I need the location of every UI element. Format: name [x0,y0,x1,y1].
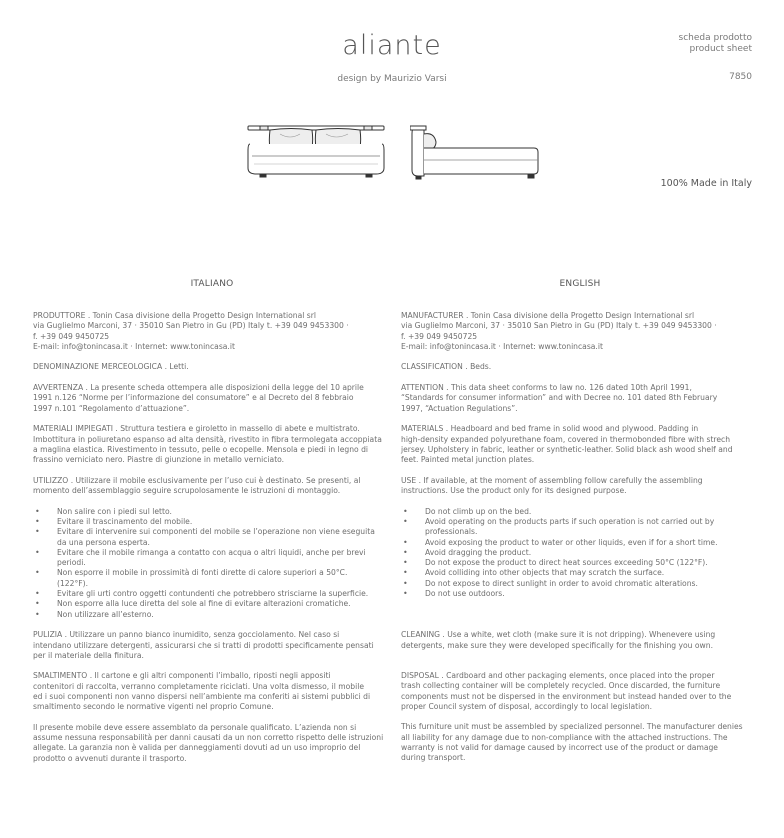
sheet-label [679,33,752,55]
list-item: • Non utilizzare all’esterno. [33,610,391,620]
text-line: detergents, make sure they were developed specifically for the finishing you own. [401,640,713,650]
text-line: warranty is not valid for damage caused by incorrect use of the product or damage [401,742,718,752]
text-line: DENOMINAZIONE MERCEOLOGICA . Letti. [33,362,189,372]
classification-block [33,362,391,372]
text-line: momento dell’assemblaggio seguire scrupolosamente le istruzioni di montaggio. [33,486,341,496]
text-line: This furniture unit must be assembled by specialized personnel. The manufacturer denies [401,722,743,732]
text-line: ATTENTION . This data sheet conforms to law no. 126 dated 10th April 1991, [401,383,692,393]
text-line: “Standards for consumer information” and with Decree no. 101 dated 8th February [401,393,718,403]
text-line: allegate. La garanzia non è valida per danneggiamenti dovuti ad un uso improprio del [33,743,361,753]
producer-block [401,311,759,352]
use-block [33,476,391,497]
text-line: during transport. [401,753,466,763]
text-line: a maglina elastica. Rivestimento in tessuto, pelle o ecopelle. Mensola e piedi in legno di [33,444,369,454]
list-item: • Avoid exposing the product to water or other liquids, even if for a short time. [401,538,759,548]
materials-block [401,424,759,465]
text-line: 1991 n.126 “Norme per l’informazione del consumatore” e al Decreto del 8 febbraio [33,393,354,403]
product-title: aliante [342,30,442,61]
classification-block [401,362,759,372]
text-line: CLASSIFICATION . Beds. [401,362,492,372]
warning-block [401,383,759,414]
text-line: frassino verniciato nero. Piastre di giunzione in metallo verniciato. [33,455,285,465]
text-line: MATERIALI IMPIEGATI . Struttura testiera e giroletto in massello di abete e multistrato. [33,424,360,434]
producer-block [33,311,391,352]
text-line: via Guglielmo Marconi, 37 · 35010 San Pietro in Gu (PD) Italy t. +39 049 9453300 · [401,321,717,331]
list-item: • Evitare che il mobile rimanga a contatto con acqua o altri liquidi, anche per brevi periodi. [33,548,391,569]
list-item: • Avoid operating on the products parts if such operation is not carried out by professionals. [401,517,759,538]
text-line: 1997 n.101 “Regolamento d’attuazione”. [33,403,190,413]
warning-block [33,383,391,414]
text-line: proper Council system of disposal, accordingly to local legislation. [401,701,653,711]
cleaning-block [33,630,391,661]
assembly-block [401,722,759,763]
assembly-block [33,723,391,764]
materials-block [33,424,391,465]
made-in-label: 100% Made in Italy [660,178,752,189]
list-item: • Non esporre il mobile in prossimità di fonti dirette di calore superiori a 50°C. (122°F). [33,568,391,589]
text-line: Il presente mobile deve essere assemblato da personale qualificato. L’azienda non si [33,722,357,732]
list-item: • Evitare il trascinamento del mobile. [33,517,391,527]
text-line: ed i suoi componenti non vanno dispersi nell’ambiente ma conferiti ai sistemi pubblici di [33,691,371,701]
text-line: via Guglielmo Marconi, 37 · 35010 San Pietro in Gu (PD) Italy t. +39 049 9453300 · [33,321,349,331]
disposal-block [33,671,391,712]
list-item: • Avoid colliding into other objects that may scratch the surface. [401,568,759,578]
list-item: • Avoid dragging the product. [401,548,759,558]
list-item: • Do not expose to direct sunlight in order to avoid chromatic alterations. [401,579,759,589]
list-item: • Evitare di intervenire sui componenti del mobile se l’operazione non viene eseguita da una persona esperta. [33,527,391,548]
text-line: PRODUTTORE . Tonin Casa divisione della Progetto Design International srl [33,311,316,320]
text-line: feet. Painted metal junction plates. [401,455,535,465]
disposal-block [401,671,759,712]
sheet-label-en: product sheet [689,44,752,54]
text-line: E-mail: info@tonincasa.it · Internet: www.tonincasa.it [401,341,603,351]
text-line: trash collecting container will be completely recycled. Once discarded, the furniture [401,681,721,691]
list-item: • Do not expose the product to direct heat sources exceeding 50°C (122°F). [401,558,759,568]
text-line: MANUFACTURER . Tonin Casa divisione della Progetto Design International srl [401,311,695,320]
use-block [401,476,759,497]
text-line: Imbottitura in poliuretano espanso ad alta densità, rivestito in fibra termolegata accoppiata [33,434,382,444]
list-item: • Non salire con i piedi sul letto. [33,507,391,517]
list-item: • Do not use outdoors. [401,589,759,599]
text-line: components must not be dispersed in the environment but instead handed over to the [401,691,732,701]
text-line: smaltimento secondo le normative vigenti nel proprio Comune. [33,702,274,712]
text-line: PULIZIA . Utilizzare un panno bianco inumidito, senza gocciolamento. Nel caso si [33,630,340,640]
text-line: contenitori di raccolta, verranno completamente riciclati. Una volta dismesso, il mobile [33,681,365,691]
list-item: • Evitare gli urti contro oggetti contundenti che potrebbero strisciarne la superficie. [33,589,391,599]
text-line: f. +39 049 9450725 [401,331,478,341]
text-line: DISPOSAL . Cardboard and other packaging elements, once placed into the proper [401,670,715,680]
text-line: high-density expanded polyurethane foam, covered in thermobonded fibre with strech [401,434,731,444]
text-line: USE . If available, at the moment of assembling follow carefully the assembling [401,475,703,485]
product-code: 7850 [729,72,752,82]
text-line: SMALTIMENTO . Il cartone e gli altri componenti l’imballo, riposti negli appositi [33,671,331,681]
english-column [401,279,759,774]
bed-side-view-icon [410,120,540,180]
text-line: intendano utilizzare detergenti, assicurarsi che si tratti di prodotti specificamente pensati [33,640,374,650]
sheet-label-it: scheda prodotto [678,33,752,43]
list-item: • Do not climb up on the bed. [401,507,759,517]
text-line: CLEANING . Use a white, wet cloth (make sure it is not dripping). Whenevere using [401,630,716,640]
cleaning-block [401,630,759,651]
text-line: all liability for any damage due to non-compliance with the attached instructions. The [401,732,728,742]
text-line: UTILIZZO . Utilizzare il mobile esclusivamente per l’uso cui è destinato. Se presenti, al [33,475,361,485]
text-line: jersey. Upholstery in fabric, leather or synthetic-leather. Solid black ash wood shelf and [401,444,733,454]
precautions-list [33,507,391,620]
text-line: assume nessuna responsabilità per danni causati da un non corretto rispetto delle istruzioni [33,733,384,743]
text-line: E-mail: info@tonincasa.it · Internet: www.tonincasa.it [33,341,235,351]
english-heading: ENGLISH [559,279,601,289]
text-line: f. +39 049 9450725 [33,331,110,341]
text-line: prodotto o avvenuti durante il trasporto. [33,753,187,763]
precautions-list [401,507,759,600]
italian-heading: ITALIANO [190,279,234,289]
text-line: 1997, “Actuation Regulations”. [401,403,518,413]
bed-front-view-icon [246,120,386,180]
italian-column [33,279,391,774]
text-line: AVVERTENZA . La presente scheda ottempera alle disposizioni della legge del 10 aprile [33,383,364,393]
text-line: MATERIALS . Headboard and bed frame in solid wood and plywood. Padding in [401,424,699,434]
text-line: per il materiale della finitura. [33,650,144,660]
designer-credit: design by Maurizio Varsi [337,74,447,84]
text-line: instructions. Use the product only for its designed purpose. [401,486,627,496]
list-item: • Non esporre alla luce diretta del sole al fine di evitare alterazioni cromatiche. [33,599,391,609]
